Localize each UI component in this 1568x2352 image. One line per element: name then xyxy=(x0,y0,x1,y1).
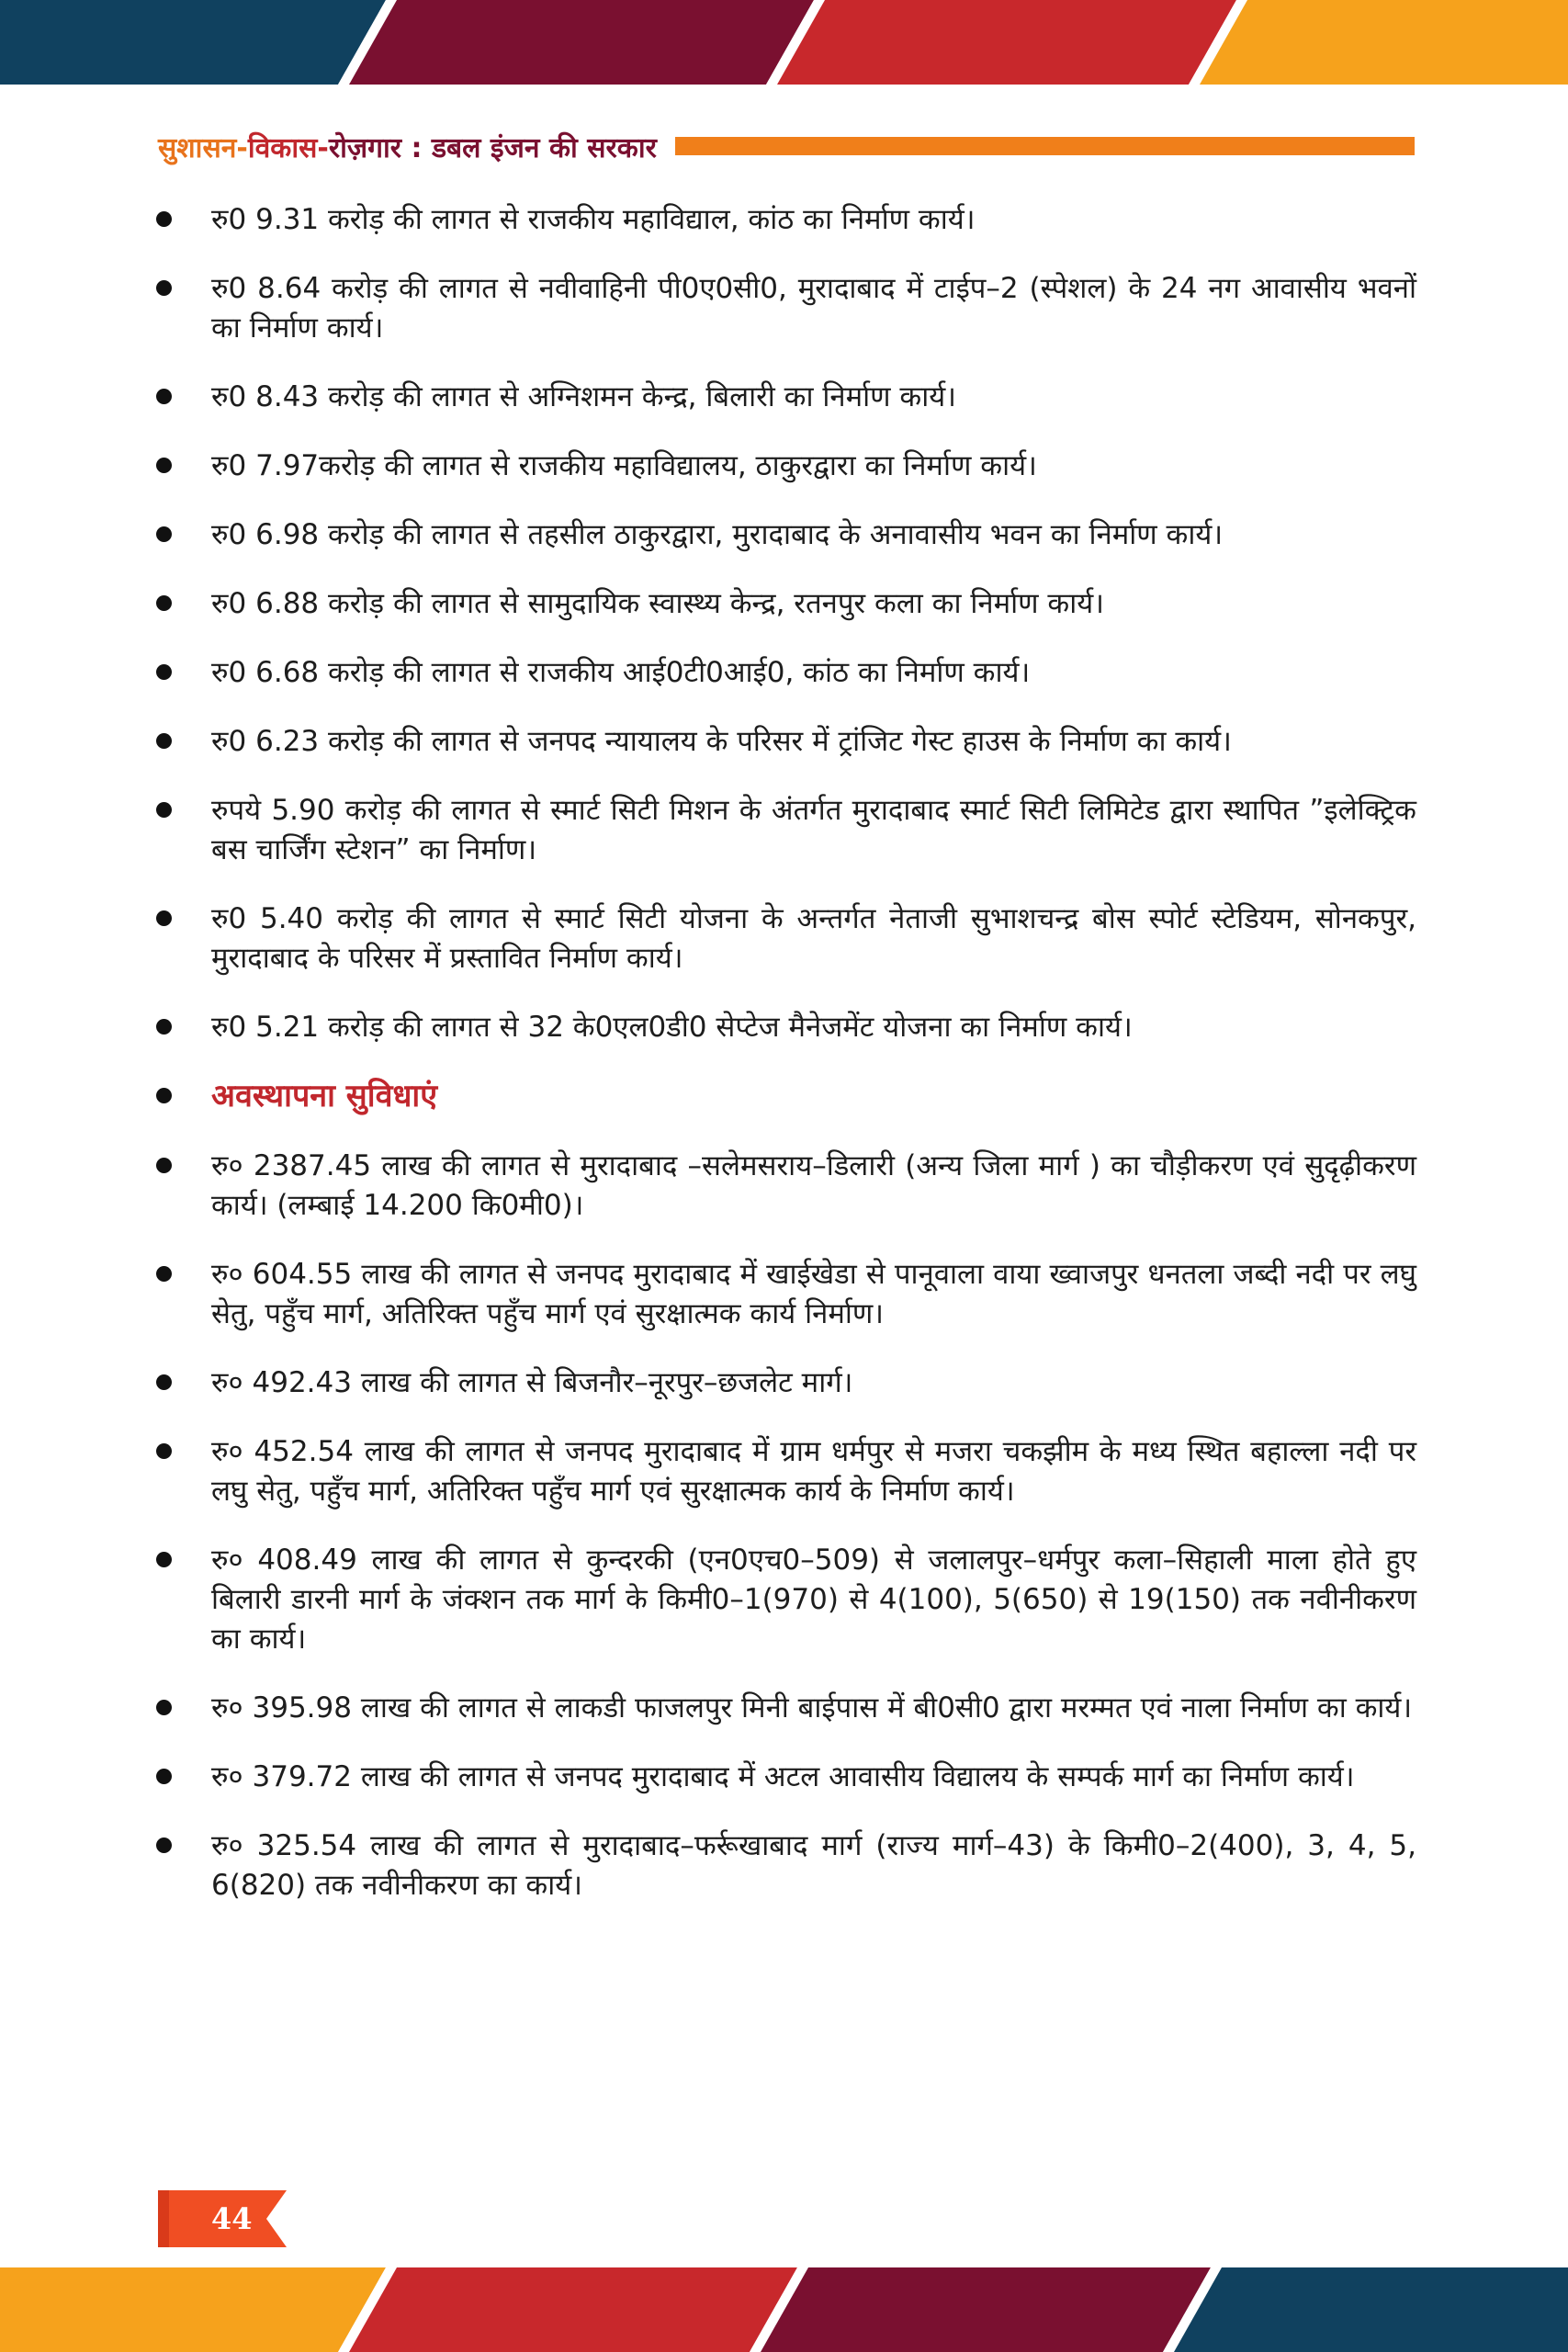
section-heading xyxy=(152,1077,1416,1117)
list-item-text: रु0 8.43 करोड़ की लागत से अग्निशमन केन्द्र, बिलारी का निर्माण कार्य। xyxy=(211,380,956,413)
bullet-icon xyxy=(156,1019,172,1035)
bullet-icon xyxy=(156,1769,172,1784)
header-title xyxy=(158,128,657,165)
list-item-text: रु० 452.54 लाख की लागत से जनपद मुरादाबाद में ग्राम धर्मपुर से मजरा चकझीम के मध्य स्थित बहाल्ला नदी पर लघु सेतु, पहुँच मार्ग, अतिरिक्त पहुँच मार्ग एवं सुरक्षात्मक कार्य के निर्माण कार्य। xyxy=(211,1435,1416,1508)
list-item xyxy=(152,584,1416,624)
header-title-part-2: विकास- xyxy=(247,131,329,164)
list-item-text: रु0 6.88 करोड़ की लागत से सामुदायिक स्वास्थ्य केन्द्र, रतनपुर कला का निर्माण कार्य। xyxy=(211,587,1105,620)
list-item xyxy=(152,1826,1416,1905)
bullet-icon xyxy=(156,910,172,926)
list-item xyxy=(152,269,1416,348)
bullet-icon xyxy=(156,1552,172,1567)
list-item xyxy=(152,1147,1416,1226)
list-item-text: रु० 492.43 लाख की लागत से बिजनौर–नूरपुर–छजलेट मार्ग। xyxy=(211,1366,853,1399)
list-item xyxy=(152,899,1416,978)
list-item-text: रु० 395.98 लाख की लागत से लाकडी फाजलपुर मिनी बाईपास में बी0सी0 द्वारा मरम्मत एवं नाला निर्माण का कार्य। xyxy=(211,1691,1413,1724)
bullet-icon xyxy=(156,1443,172,1459)
bullet-icon xyxy=(156,664,172,680)
header-title-part-1: सुशासन- xyxy=(158,131,248,164)
list-item-text: रु० 379.72 लाख की लागत से जनपद मुरादाबाद में अटल आवासीय विद्यालय के सम्पर्क मार्ग का निर्माण कार्य। xyxy=(211,1760,1355,1793)
list-item-text: रु0 6.68 करोड़ की लागत से राजकीय आई0टी0आई0, कांठ का निर्माण कार्य। xyxy=(211,656,1031,689)
list-item-text: रु0 7.97करोड़ की लागत से राजकीय महाविद्यालय, ठाकुरद्वारा का निर्माण कार्य। xyxy=(211,449,1037,482)
bullet-icon xyxy=(156,1266,172,1282)
page-header xyxy=(158,125,1415,167)
list-item xyxy=(152,722,1416,762)
list-item-text: रु0 6.23 करोड़ की लागत से जनपद न्यायालय के परिसर में ट्रांजिट गेस्ट हाउस के निर्माण का कार्य। xyxy=(211,725,1232,758)
list-item xyxy=(152,653,1416,693)
list-item-text: रु0 9.31 करोड़ की लागत से राजकीय महाविद्याल, कांठ का निर्माण कार्य। xyxy=(211,203,976,236)
list-item xyxy=(152,1008,1416,1047)
bullet-icon xyxy=(156,1838,172,1853)
list-item xyxy=(152,1363,1416,1403)
list-item-text: रु0 5.21 करोड़ की लागत से 32 के0एल0डी0 सेप्टेज मैनेजमेंट योजना का निर्माण कार्य। xyxy=(211,1011,1133,1044)
list-item xyxy=(152,447,1416,486)
header-rule xyxy=(675,137,1415,155)
list-item xyxy=(152,200,1416,240)
list-item-text: रु० 604.55 लाख की लागत से जनपद मुरादाबाद में खाईखेडा से पानूवाला वाया ख्वाजपुर धनतला जब्दी नदी पर लघु सेतु, पहुँच मार्ग, अतिरिक्त पहुँच मार्ग एवं सुरक्षात्मक कार्य निर्माण। xyxy=(211,1258,1416,1330)
page-number: 44 xyxy=(211,2201,253,2236)
list-item-text: रु० 408.49 लाख की लागत से कुन्दरकी (एन0एच0–509) से जलालपुर–धर्मपुर कला–सिहाली माला होते हुए बिलारी डारनी मार्ग के जंक्शन तक मार्ग के किमी0–1(970) से 4(100), 5(650) से 19(150) तक नवीनीकरण का कार्य। xyxy=(211,1544,1416,1656)
list-item xyxy=(152,1758,1416,1797)
bullet-icon xyxy=(156,1700,172,1715)
content-list xyxy=(152,200,1416,1905)
bullet-icon xyxy=(156,733,172,749)
bullet-icon xyxy=(156,595,172,611)
section-heading-text: अवस्थापना सुविधाएं xyxy=(211,1078,437,1114)
list-item xyxy=(152,791,1416,870)
bullet-icon xyxy=(156,458,172,473)
list-item xyxy=(152,1432,1416,1511)
list-item xyxy=(152,378,1416,417)
bullet-icon xyxy=(156,1158,172,1173)
bottom-decorative-band xyxy=(0,2267,1568,2352)
bullet-icon xyxy=(156,802,172,818)
list-item xyxy=(152,515,1416,555)
bullet-icon xyxy=(156,280,172,296)
list-item xyxy=(152,1541,1416,1659)
bullet-icon xyxy=(156,1088,172,1103)
top-decorative-band xyxy=(0,0,1568,85)
bullet-icon xyxy=(156,211,172,227)
list-item-text: रु0 6.98 करोड़ की लागत से तहसील ठाकुरद्वारा, मुरादाबाद के अनावासीय भवन का निर्माण कार्य। xyxy=(211,518,1224,551)
list-item-text: रु० 325.54 लाख की लागत से मुरादाबाद–फर्रूखाबाद मार्ग (राज्य मार्ग–43) के किमी0–2(400), 3, 4, 5, 6(820) तक नवीनीकरण का कार्य। xyxy=(211,1829,1416,1902)
list-item-text: रु० 2387.45 लाख की लागत से मुरादाबाद –सलेमसराय–डिलारी (अन्य जिला मार्ग ) का चौड़ीकरण एवं सुदृढ़ीकरण कार्य। (लम्बाई 14.200 कि0मी0)। xyxy=(211,1149,1416,1222)
bullet-icon xyxy=(156,389,172,404)
header-title-part-3: रोज़गार : डबल इंजन की सरकार xyxy=(328,131,657,164)
list-item-text: रु0 5.40 करोड़ की लागत से स्मार्ट सिटी योजना के अन्तर्गत नेताजी सुभाशचन्द्र बोस स्पोर्ट स्टेडियम, सोनकपुर, मुरादाबाद के परिसर में प्रस्तावित निर्माण कार्य। xyxy=(211,902,1416,975)
page-number-tab xyxy=(158,2190,287,2247)
list-item-text: रु0 8.64 करोड़ की लागत से नवीवाहिनी पी0ए0सी0, मुरादाबाद में टाईप–2 (स्पेशल) के 24 नग आवासीय भवनों का निर्माण कार्य। xyxy=(211,272,1416,345)
bullet-icon xyxy=(156,526,172,542)
list-item xyxy=(152,1255,1416,1334)
list-item xyxy=(152,1689,1416,1728)
list-item-text: रुपये 5.90 करोड़ की लागत से स्मार्ट सिटी मिशन के अंतर्गत मुरादाबाद स्मार्ट सिटी लिमिटेड द्वारा स्थापित ”इलेक्ट्रिक बस चार्जिंग स्टेशन” का निर्माण। xyxy=(211,794,1416,866)
bullet-icon xyxy=(156,1374,172,1390)
